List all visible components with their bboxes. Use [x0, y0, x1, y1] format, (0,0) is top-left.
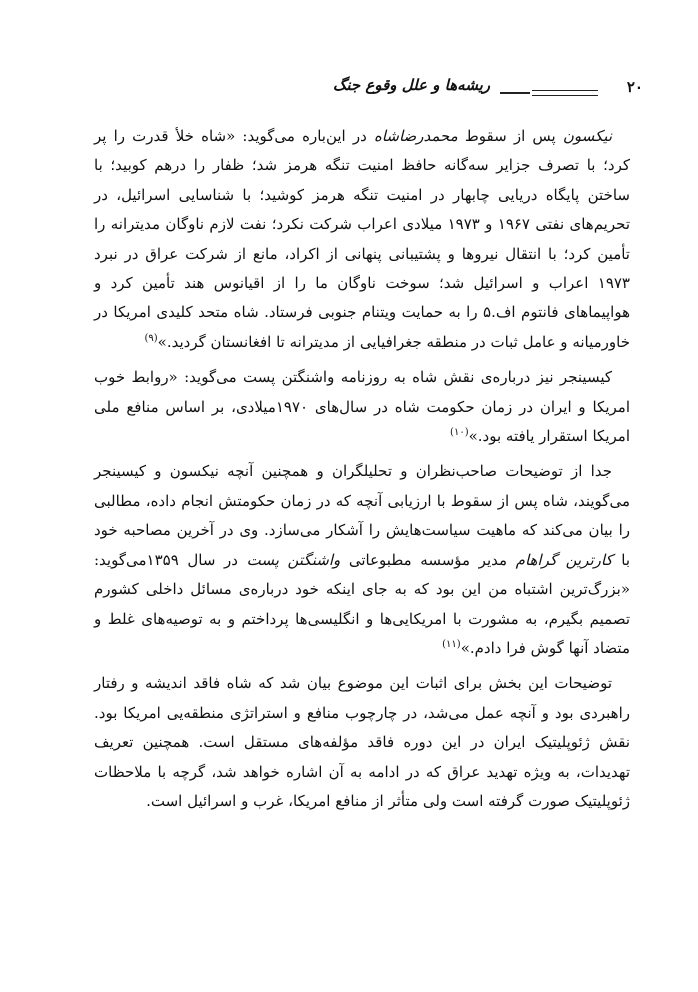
paragraph-1 [94, 122, 630, 357]
paragraph-text: مدیر مؤسسه مطبوعاتی [340, 550, 516, 569]
name-washington-post: واشنگتن پست [246, 550, 341, 569]
name-graham: کارترین گراهام [515, 550, 613, 569]
paragraph-text: در سال ۱۳۵۹می‌گوید: «بزرگ‌ترین اشتباه من این بود که به جای اینکه خود درباره‌ی مسائل داخلی کشورم تصمیم بگیرم، به مشورت با امریکایی‌ها و انگلیسی‌ها پرداختم و به توصیه‌های غلط و متضاد آنها گوش فرا دادم.» [94, 550, 630, 657]
paragraph-2 [94, 363, 630, 451]
paragraph-3 [94, 457, 630, 663]
footnote-ref: (۱۱) [442, 638, 461, 650]
paragraph-text: در این‌باره می‌گوید: «شاه خلأ قدرت را پر کرد؛ با تصرف جزایر سه‌گانه حافظ امنیت تنگه هرمز شد؛ ظفار را درهم کوبید؛ با ساختن پایگاه دریایی چابهار در امنیت تنگه هرمز کوشید؛ با شناسایی اسرائیل، در تحریم‌های نفتی ۱۹۶۷ و ۱۹۷۳ میلادی اعراب شرکت نکرد؛ نفت لازم ناوگان مدیترانه را تأمین کرد؛ با انتقال نیروها و پشتیبانی پنهانی از اکراد، مانع از شرکت عراق در نبرد ۱۹۷۳ اعراب و اسرائیل شد؛ سوخت ناوگان ما را از اقیانوس هند تأمین کرد و هواپیماهای فانتوم اف.۵ را به حمایت ویتنام جنوبی فرستاد. شاه متحد کلیدی امریکا در خاورمیانه و عامل ثبات در منطقه جغرافیایی از مدیترانه تا افغانستان گردید.» [94, 127, 630, 351]
header-ornament-rule [532, 90, 598, 96]
paragraph-text: توضیحات این بخش برای اثبات این موضوع بیان شد که شاه فاقد اندیشه و رفتار راهبردی بود و آنچه عمل می‌شد، در چارچوب منافع و استراتژی منطقه‌یی امریکا بود. نقش ژئوپلیتیک ایران در این دوره فاقد مؤلفه‌های مستقل است. همچنین تعریف تهدیدات، به ویژه تهدید عراق که در ادامه به آن اشاره خواهد شد، گرچه با ملاحظات ژئوپلیتیک صورت گرفته است ولی متأثر از منافع امریکا، غرب و اسرائیل است. [94, 674, 630, 810]
paragraph-text: پس از سقوط [457, 127, 563, 145]
footnote-ref: (۱۰) [450, 427, 469, 439]
footnote-ref: (۹) [144, 332, 158, 344]
page-number: ۲۰ [626, 78, 643, 96]
page-header [0, 76, 698, 106]
running-title: ریشه‌ها و علل وقوع جنگ [332, 76, 490, 94]
paragraph-text: کیسینجر نیز درباره‌ی نقش شاه به روزنامه واشنگتن پست می‌گوید: «روابط خوب امریکا و ایران در زمان حکومت شاه در سال‌های ۱۹۷۰میلادی، بر اساس منافع ملی امریکا استقرار یافته بود.» [94, 368, 630, 446]
name-nixon: نیکسون [562, 127, 613, 145]
page-body [94, 122, 630, 822]
header-ornament-line [500, 92, 530, 94]
name-shah: محمدرضاشاه [373, 127, 458, 145]
paragraph-text: جدا از توضیحات صاحب‌نظران و تحلیلگران و همچنین آنچه نیکسون و کیسینجر می‌گویند، شاه پس از سقوط با ارزیابی آنچه که در زمان حکومتش انجام داده، مطالبی را بیان می‌کند که ماهیت سیاست‌هایش را آشکار می‌سازد. وی در آخرین مصاحبه خود با [94, 462, 631, 569]
paragraph-4 [94, 669, 630, 816]
